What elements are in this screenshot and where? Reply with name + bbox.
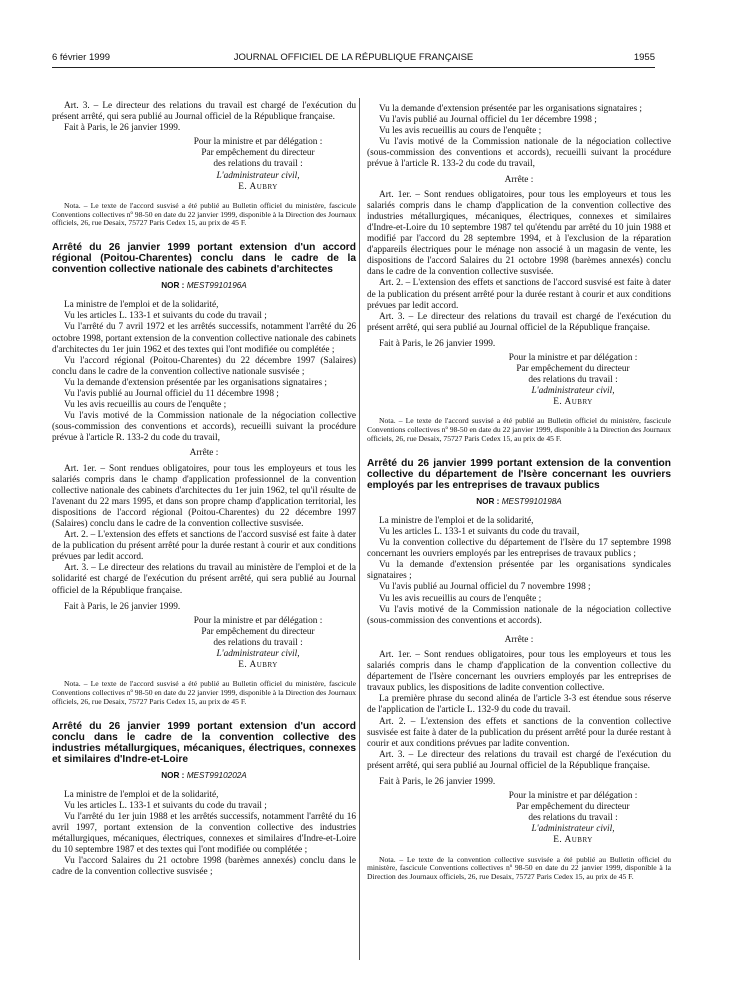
right-column bbox=[367, 104, 671, 882]
paragraph: Vu les articles L. 133-1 et suivants du code du travail ; bbox=[64, 800, 267, 811]
fait-a-paris: Fait à Paris, le 26 janvier 1999. bbox=[379, 776, 496, 787]
arrete-title: Arrêté du 26 janvier 1999 portant extension d'un accord conclu dans le cadre de la convention collective des industries métallurgiques, mécaniques, électriques, connexes et similaires d'Indre-et-Loire bbox=[52, 720, 356, 765]
nota: Nota. – Le texte de l'accord susvisé a été publié au Bulletin officiel du ministère, fascicule Conventions collectives nº 98-50 en date du 22 janvier 1999, disponible à la Direction des Journaux officiels, 26, rue Desaix, 75727 Paris Cedex 15, au prix de 45 F. bbox=[52, 200, 356, 228]
paragraph: Vu les avis recueillis au cours de l'enquête ; bbox=[64, 400, 227, 411]
article-3: Art. 3. – Le directeur des relations du travail est chargé de l'exécution du présent arrêté, qui sera publié au Journal officiel de la République française. bbox=[367, 749, 671, 771]
sig-line: Par empêchement du directeur bbox=[201, 626, 315, 637]
sig-line: L'administrateur civil, bbox=[216, 170, 300, 181]
paragraph: Vu l'arrêté du 7 avril 1972 et les arrêtés successifs, notamment l'arrêté du 26 octobre 1998, portant extension de la convention collective nationale des cabinets d'architectes du 1er juin 1962 et des textes qui l'ont modifiée ou complétée ; bbox=[52, 322, 356, 355]
paragraph: Vu l'avis publié au Journal officiel du 1er décembre 1998 ; bbox=[379, 115, 597, 126]
paragraph: Vu l'arrêté du 1er juin 1988 et les arrêtés successifs, notamment l'arrêté du 16 avril 1997, portant extension de la convention collective des industries métallurgiques, mécaniques, électriques, connexes et similaires d'Indre-et-Loire du 10 septembre 1987 et des textes qui l'ont modifiée ou complétée ; bbox=[52, 811, 356, 856]
header-date: 6 février 1999 bbox=[52, 52, 111, 63]
nor-reference bbox=[52, 770, 356, 781]
sig-line: des relations du travail : bbox=[528, 813, 618, 824]
nor-reference bbox=[367, 496, 671, 507]
paragraph: Vu l'avis motivé de la Commission nationale de la négociation collective (sous-commission des conventions et accords), recueilli suivant la procédure prévue à l'article R. 133-2 du code du travail, bbox=[52, 411, 356, 444]
paragraph: Vu l'avis motivé de la Commission nationale de la négociation collective (sous-commission des conventions et accords). bbox=[367, 604, 671, 626]
column-separator bbox=[359, 98, 360, 960]
article-2: Art. 2. – L'extension des effets et sanctions de la convention collective susvisée est faite à dater de la publication du présent arrêté pour la durée restant à courir et aux conditions prévues par ladite convention. bbox=[367, 716, 671, 749]
header-journal-title: JOURNAL OFFICIEL DE LA RÉPUBLIQUE FRANÇAISE bbox=[233, 52, 474, 63]
paragraph: Vu les avis recueillis au cours de l'enquête ; bbox=[379, 126, 542, 137]
nor-label: NOR : bbox=[161, 281, 187, 291]
article-3: Art. 3. – Le directeur des relations du travail est chargé de l'exécution du présent arrêté, qui sera publié au Journal officiel de la République française. bbox=[367, 311, 671, 333]
arrete-heading: Arrête : bbox=[504, 174, 534, 185]
paragraph: Vu les avis recueillis au cours de l'enquête ; bbox=[379, 593, 542, 604]
paragraph: Vu la demande d'extension présentée par les organisations signataires ; bbox=[379, 104, 642, 114]
nor-reference bbox=[52, 280, 356, 291]
paragraph: Vu l'avis publié au Journal officiel du 11 décembre 1998 ; bbox=[64, 388, 279, 399]
sig-line: L'administrateur civil, bbox=[531, 386, 615, 397]
paragraph: Vu la convention collective du département de l'Isère du 17 septembre 1998 concernant les ouvriers employés par les entreprises de travaux publics ; bbox=[367, 538, 671, 560]
paragraph: La ministre de l'emploi et de la solidarité, bbox=[64, 300, 219, 311]
article-2: Art. 2. – L'extension des effets et sanctions de l'accord susvisé est faite à dater de la publication du présent arrêté pour la durée restant à courir et aux conditions prévues par ledit accord. bbox=[52, 530, 356, 563]
article-1: Art. 1er. – Sont rendues obligatoires, pour tous les employeurs et tous les salariés compris dans le champ d'application de la convention collective du département de l'Isère concernant les ouvriers employés par les entreprises de travaux publics, les dispositions de ladite convention collective. bbox=[367, 649, 671, 694]
nor-code: MEST9910196A bbox=[186, 281, 247, 291]
arrete-title: Arrêté du 26 janvier 1999 portant extension de la convention collective du département de l'Isère concernant les ouvriers employés par les entreprises de travaux publics bbox=[367, 457, 671, 491]
paragraph: La ministre de l'emploi et de la solidarité, bbox=[64, 789, 219, 800]
sig-name: E. Aubry bbox=[238, 181, 278, 192]
paragraph: Vu la demande d'extension présentée par les organisations syndicales signataires ; bbox=[367, 560, 671, 582]
nor-code: MEST9910202A bbox=[186, 770, 247, 780]
signature-block bbox=[52, 616, 356, 671]
arrete-heading: Arrête : bbox=[504, 634, 534, 645]
sig-line: Pour la ministre et par délégation : bbox=[508, 352, 638, 363]
nota: Nota. – Le texte de la convention collective susvisée a été publié au Bulletin officiel du ministère, fascicule Conventions collectives nº 98-50 en date du 22 janvier 1999, disponible à la Direction des Journaux officiels, 26, rue Desaix, 75727 Paris Cedex 15, au prix de 45 F. bbox=[367, 854, 671, 882]
signature-block bbox=[52, 137, 356, 192]
paragraph: Vu l'accord régional (Poitou-Charentes) du 22 décembre 1997 (Salaires) conclu dans le cadre de la convention collective nationale susvisée ; bbox=[52, 355, 356, 377]
sig-line: Pour la ministre et par délégation : bbox=[193, 137, 323, 148]
sig-line: Par empêchement du directeur bbox=[516, 364, 630, 375]
paragraph: Vu l'avis publié au Journal officiel du 7 novembre 1998 ; bbox=[379, 582, 591, 593]
sig-name: E. Aubry bbox=[553, 835, 593, 846]
fait-a-paris: Fait à Paris, le 26 janvier 1999. bbox=[64, 601, 181, 612]
header-page-number: 1955 bbox=[633, 52, 655, 63]
paragraph: Vu les articles L. 133-1 et suivants du code du travail, bbox=[379, 527, 580, 538]
fait-a-paris: Fait à Paris, le 26 janvier 1999. bbox=[379, 338, 496, 349]
article-1: Art. 1er. – Sont rendues obligatoires, pour tous les employeurs et tous les salariés compris dans le champ d'application professionnel de la convention collective nationale des cabinets d'architectes du 1er juin 1962, tel qu'il résulte de l'avenant du 22 mars 1995, et dans son propre champ d'application territorial, les dispositions de l'accord régional (Poitou-Charentes) du 22 décembre 1997 (Salaires) conclu dans le cadre de la convention collective susvisée. bbox=[52, 463, 356, 530]
article-3: Art. 3. – Le directeur des relations du travail au ministère de l'emploi et de la solidarité est chargé de l'exécution du présent arrêté, qui sera publié au Journal officiel de la République française. bbox=[52, 563, 356, 596]
nor-code: MEST9910198A bbox=[501, 496, 562, 506]
nota: Nota. – Le texte de l'accord susvisé a été publié au Bulletin officiel du ministère, fascicule Conventions collectives nº 98-50 en date du 22 janvier 1999, disponible à la Direction des Journaux officiels, 26, rue Desaix, 75727 Paris Cedex 15, au prix de 45 F. bbox=[52, 679, 356, 706]
sig-line: L'administrateur civil, bbox=[531, 824, 615, 835]
nor-label: NOR : bbox=[161, 770, 187, 780]
article-3: Art. 3. – Le directeur des relations du travail est chargé de l'exécution du présent arrêté, qui sera publié au Journal officiel de la République française. bbox=[52, 101, 356, 123]
paragraph: Vu l'avis motivé de la Commission nationale de la négociation collective (sous-commission des conventions et accords), recueilli suivant la procédure prévue à l'article R. 133-2 du code du travail, bbox=[367, 137, 671, 170]
nota: Nota. – Le texte de l'accord susvisé a été publié au Bulletin officiel du ministère, fascicule Conventions collectives nº 98-50 en date du 22 janvier 1999, disponible à la Direction des Journaux officiels, 26, rue Desaix, 75727 Paris Cedex 15, au prix de 45 F. bbox=[367, 416, 671, 444]
sig-line: des relations du travail : bbox=[528, 375, 618, 386]
sig-line: des relations du travail : bbox=[213, 637, 303, 648]
signature-block bbox=[367, 791, 671, 846]
sig-line: Par empêchement du directeur bbox=[201, 148, 315, 159]
left-column bbox=[52, 101, 356, 878]
paragraph: La ministre de l'emploi et de la solidarité, bbox=[379, 515, 534, 526]
article-1: Art. 1er. – Sont rendues obligatoires, pour tous les employeurs et tous les salariés compris dans le champ d'application de la convention collective des industries métallurgiques, mécaniques, électriques, connexes et similaires d'Indre-et-Loire du 10 septembre 1987 tel qu'étendu par arrêté du 10 juin 1988 et modifié par l'accord du 28 septembre 1994, et à l'exclusion de la réparation d'appareils électriques pour le ménage non associé à un magasin de vente, les dispositions de l'accord Salaires du 21 octobre 1998 (barèmes annexés) conclu dans le cadre de la convention collective susvisée. bbox=[367, 189, 671, 278]
article-1-paragraph-2: La première phrase du second alinéa de l'article 3-3 est étendue sous réserve de l'application de l'article L. 132-9 du code du travail. bbox=[367, 694, 671, 716]
signature-block bbox=[367, 353, 671, 408]
sig-line: L'administrateur civil, bbox=[216, 649, 300, 660]
header-rule bbox=[52, 67, 655, 68]
sig-line: Par empêchement du directeur bbox=[516, 802, 630, 813]
sig-name: E. Aubry bbox=[553, 397, 593, 408]
sig-name: E. Aubry bbox=[238, 660, 278, 671]
sig-line: des relations du travail : bbox=[213, 159, 303, 170]
sig-line: Pour la ministre et par délégation : bbox=[508, 791, 638, 802]
arrete-heading: Arrête : bbox=[189, 448, 219, 459]
page-header bbox=[52, 52, 655, 66]
fait-a-paris: Fait à Paris, le 26 janvier 1999. bbox=[64, 123, 181, 134]
article-2: Art. 2. – L'extension des effets et sanctions de l'accord susvisé est faite à dater de la publication du présent arrêté pour la durée restant à courir et aux conditions prévues par ledit accord. bbox=[367, 278, 671, 311]
paragraph: Vu les articles L. 133-1 et suivants du code du travail ; bbox=[64, 311, 267, 322]
arrete-title: Arrêté du 26 janvier 1999 portant extension d'un accord régional (Poitou-Charentes) conclu dans le cadre de la convention collective nationale des cabinets d'architectes bbox=[52, 242, 356, 276]
nor-label: NOR : bbox=[476, 496, 502, 506]
paragraph: Vu l'accord Salaires du 21 octobre 1998 (barèmes annexés) conclu dans le cadre de la convention collective susvisée ; bbox=[52, 856, 356, 878]
paragraph: Vu la demande d'extension présentée par les organisations signataires ; bbox=[64, 377, 327, 388]
sig-line: Pour la ministre et par délégation : bbox=[193, 615, 323, 626]
